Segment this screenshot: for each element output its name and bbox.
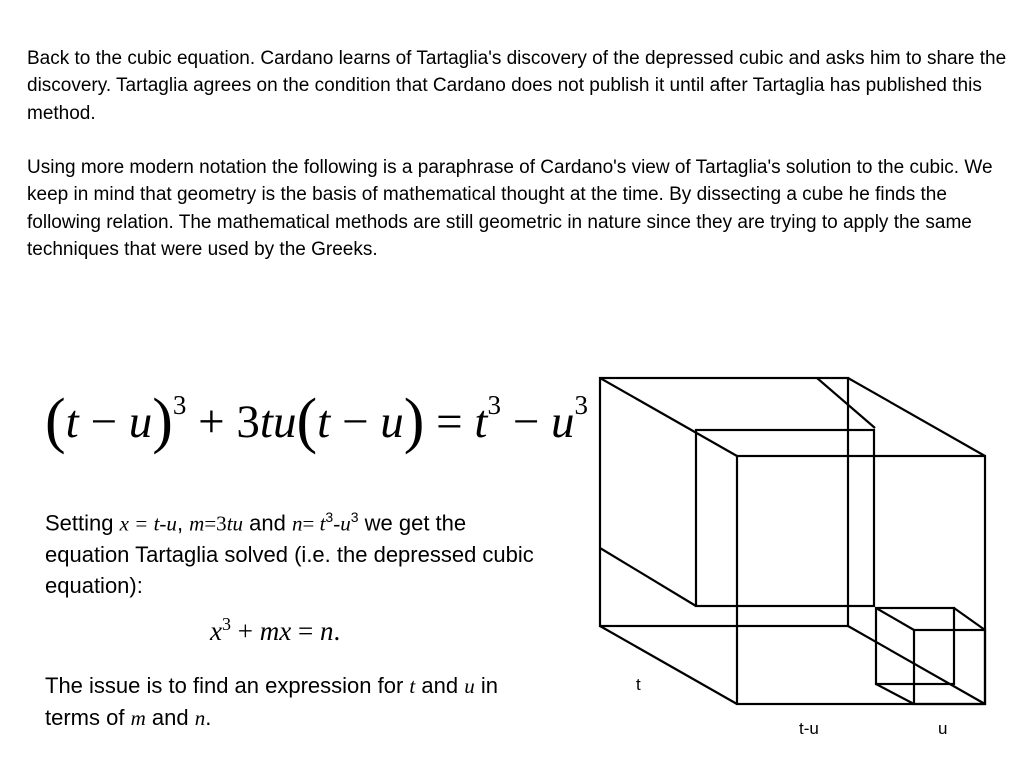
dissected-cube-diagram — [590, 368, 1000, 758]
minus-sign: − — [78, 396, 129, 448]
m-definition: tu — [226, 511, 244, 536]
var-u: u — [550, 396, 575, 448]
var-m: m — [130, 706, 146, 730]
big-cube-front-face — [600, 378, 848, 626]
var-n: n — [291, 511, 303, 536]
exponent: 3 — [221, 614, 231, 634]
var-t: t — [319, 511, 326, 536]
var-u: u — [380, 396, 404, 448]
text-run: The issue is to find an expression for — [45, 673, 410, 698]
label-u: u — [938, 719, 948, 738]
var-t: t — [317, 396, 331, 448]
text-run: and — [243, 510, 292, 536]
m-equals: =3 — [204, 511, 227, 536]
big-cube-edge — [848, 626, 985, 704]
equals-sign: = — [424, 396, 475, 448]
exponent: 3 — [487, 390, 501, 421]
issue-paragraph — [45, 670, 535, 734]
var-m: m — [189, 511, 205, 536]
paren-close: ) — [403, 387, 425, 455]
var-u: u — [340, 511, 351, 536]
x-definition: x = t-u — [119, 511, 177, 536]
var-t: t — [474, 396, 488, 448]
var-n: n — [319, 616, 334, 646]
exponent: 3 — [325, 509, 334, 525]
period: . — [333, 616, 341, 646]
text-run: , — [176, 510, 190, 536]
intro-paragraph: Back to the cubic equation. Cardano learns of Tartaglia's discovery of the depressed cubic and asks him to share the discovery. Tartaglia agrees on the condition that Cardano does not publish it until after Tartaglia has published this method. — [27, 48, 1007, 124]
small-cube-back-face — [914, 630, 985, 704]
n-equals: = — [302, 511, 320, 536]
term-mx: mx — [259, 616, 292, 646]
var-x: x — [210, 616, 222, 646]
equals-sign: = — [291, 616, 320, 646]
big-cube-edge — [600, 378, 737, 456]
big-cube-edge — [848, 378, 985, 456]
exponent: 3 — [350, 509, 359, 525]
var-t: t — [65, 396, 79, 448]
var-u: u — [464, 674, 475, 698]
exponent: 3 — [172, 390, 187, 421]
slab-edge — [817, 378, 875, 428]
big-cube-back-face — [737, 456, 985, 704]
big-cube-edge — [600, 626, 737, 704]
var-t: t — [409, 674, 416, 698]
small-cube-edge — [876, 684, 914, 704]
minus-sign: − — [500, 396, 551, 448]
paren-open: ( — [296, 387, 318, 455]
label-t: t — [636, 675, 641, 694]
label-t-minus-u: t-u — [799, 719, 819, 738]
var-n: n — [194, 706, 206, 730]
exponent: 3 — [574, 390, 588, 421]
var-u: u — [128, 396, 153, 448]
paren-close: ) — [152, 387, 173, 455]
slab-edge — [600, 548, 696, 606]
text-run: Setting — [45, 510, 120, 536]
text-run: and — [415, 673, 465, 698]
notation-paragraph: Using more modern notation the following is a paraphrase of Cardano's view of Tartaglia's solution to the cubic. We keep in mind that geometry is the basis of mathematical thought at the time. By dissecting a cube he finds the following relation. The mathematical methods are still geometric in nature since they are trying to apply the same techniques that were used by the Greeks. — [27, 157, 993, 261]
plus-three: + 3 — [186, 396, 260, 448]
small-cube-edge — [876, 608, 914, 630]
depressed-cubic-equation — [210, 614, 470, 647]
minus-sign: - — [333, 511, 341, 536]
minus-sign: − — [330, 396, 381, 448]
period: . — [205, 705, 212, 730]
cube-identity-equation — [45, 382, 588, 462]
var-tu: tu — [259, 396, 297, 448]
text-run: we get the equation Tartaglia solved (i.e. the depressed cubic equation): — [45, 510, 534, 599]
small-cube-edge — [954, 608, 985, 630]
text-run: and — [145, 705, 195, 730]
plus-sign: + — [230, 616, 260, 646]
paren-open: ( — [45, 387, 66, 455]
text-run: in terms of — [45, 673, 498, 730]
setting-paragraph — [45, 502, 535, 601]
